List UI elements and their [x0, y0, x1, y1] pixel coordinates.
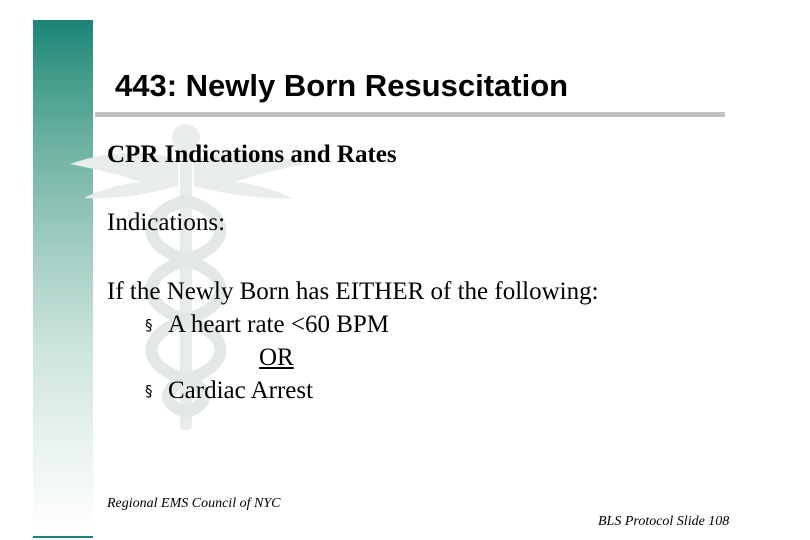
bullet-marker: §: [145, 316, 153, 334]
title-divider: [95, 112, 725, 117]
bullet-item: Cardiac Arrest: [168, 377, 314, 404]
indications-label: Indications:: [107, 209, 226, 236]
footer-organization: Regional EMS Council of NYC: [107, 496, 281, 511]
bullet-marker: §: [145, 382, 153, 400]
footer-slide-number: BLS Protocol Slide 108: [598, 514, 730, 529]
bullet-item: A heart rate <60 BPM: [168, 311, 390, 338]
or-connector: OR: [259, 344, 294, 371]
slide-subtitle: CPR Indications and Rates: [107, 141, 397, 168]
accent-bar-base: [33, 536, 93, 538]
intro-line: If the Newly Born has EITHER of the following:: [107, 278, 599, 305]
slide-title: 443: Newly Born Resuscitation: [115, 68, 569, 103]
